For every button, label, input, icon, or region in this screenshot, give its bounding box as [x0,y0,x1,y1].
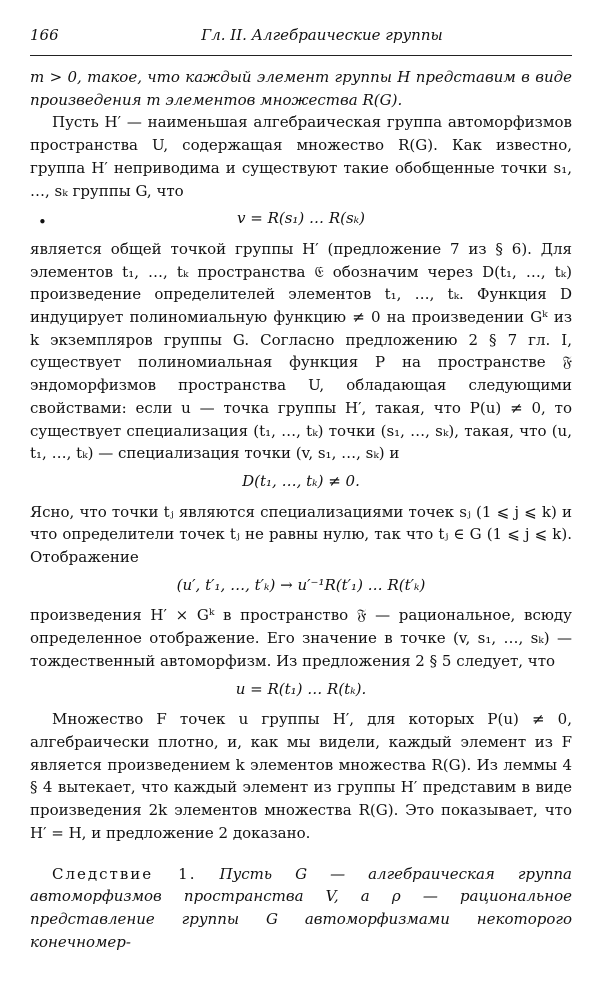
corollary-label: Следствие 1. [52,864,197,883]
stray-mark: • [38,213,47,232]
paragraph-rational-map: произведения H′ × Gᵏ в пространство 𝔉 — рациональное, всюду определенное отображение. Его значение в точке (v, s₁, …, sₖ) — тождественный автоморфизм. Из предложения 2 § 5 следует, что [30,606,572,670]
formula-text: v = R(s₁) … R(sₖ) [237,209,365,228]
corollary [30,863,572,954]
corollary-text: Пусть G — алгебраическая группа автоморфизмов пространства V, а ρ — рациональное представление группы G автоморфизмами некоторого конечномер- [30,864,572,951]
running-title: Гл. II. Алгебраические группы [201,26,443,44]
paragraph-conclusion: Множество F точек u группы H′, для которых P(u) ≠ 0, алгебраически плотно, и, как мы видели, каждый элемент из F является произведением k элементов множества R(G). Из леммы 4 § 4 вытекает, что каждый элемент из группы H′ представим в виде произведения 2k элементов множества R(G). Это показывает, что H′ = H, и предложение 2 доказано. [30,710,572,842]
spacer [30,845,572,863]
header-divider [30,55,572,56]
page-body [30,66,572,953]
page-header [30,26,574,50]
formula-determinant-nonzero: D(t₁, …, tₖ) ≠ 0. [242,471,360,490]
paragraph-determinant: является общей точкой группы H′ (предложение 7 из § 6). Для элементов t₁, …, tₖ пространства 𝔈 обозначим через D(t₁, …, tₖ) произведение определителей элементов t₁, …, tₖ. Функция D индуцирует полиномиальную функцию ≠ 0 на произведении Gᵏ из k экземпляров группы G. Согласно предложению 2 § 7 гл. I, существует полиномиальная функция P на пространстве 𝔉 эндоморфизмов пространства U, обладающая следующими свойствами: если u — точка группы H′, такая, что P(u) ≠ 0, то существует специализация (t₁, …, tₖ) точки (s₁, …, sₖ), такая, что (u, t₁, …, tₖ) — специализация точки (v, s₁, …, sₖ) и [30,239,572,463]
formula-generic-point [30,207,572,230]
formula-product: u = R(t₁) … R(tₖ). [235,679,367,698]
paragraph-continuation: m > 0, такое, что каждый элемент группы H представим в виде произведения m элементов множества R(G). [30,68,572,109]
formula-mapping: (u′, t′₁, …, t′ₖ) → u′⁻¹R(t′₁) … R(t′ₖ) [176,575,426,594]
page-number: 166 [30,26,59,44]
paragraph-group-definition: Пусть H′ — наименьшая алгебраическая группа автоморфизмов пространства U, содержащая множество R(G). Как известно, группа H′ неприводима и существуют такие обобщенные точки s₁, …, sₖ группы G, что [30,113,572,200]
paragraph-specializations: Ясно, что точки tⱼ являются специализациями точек sⱼ (1 ⩽ j ⩽ k) и что определители точек tⱼ не равны нулю, так что tⱼ ∈ G (1 ⩽ j ⩽ k). Отображение [30,502,572,567]
